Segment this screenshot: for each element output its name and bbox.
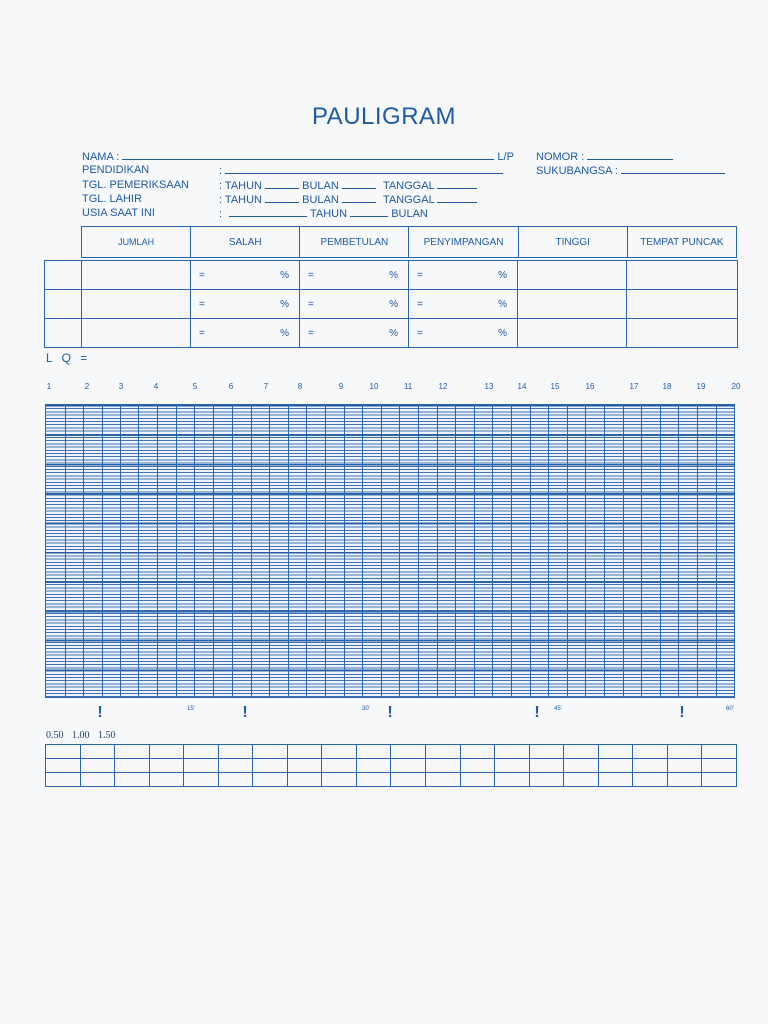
score-cell[interactable]: [322, 773, 357, 787]
score-cell[interactable]: [322, 745, 357, 759]
column-number: 6: [228, 382, 234, 391]
score-cell[interactable]: [702, 759, 737, 773]
score-cell[interactable]: [391, 773, 426, 787]
score-cell[interactable]: [564, 745, 599, 759]
score-cell[interactable]: [46, 773, 81, 787]
grid-column-line: [65, 405, 66, 697]
pendidikan-line[interactable]: [225, 163, 503, 174]
grid-column-line: [437, 405, 438, 697]
tempat-puncak-cell[interactable]: [627, 261, 738, 290]
tahun-line[interactable]: [265, 192, 299, 203]
score-cell[interactable]: [184, 745, 219, 759]
score-cell[interactable]: [80, 759, 115, 773]
column-number: 2: [84, 382, 90, 391]
score-cell[interactable]: [667, 773, 702, 787]
score-cell[interactable]: [460, 759, 495, 773]
grid-column-line: [399, 405, 400, 697]
score-cell[interactable]: [356, 773, 391, 787]
usia-label: USIA SAAT INI: [82, 207, 155, 219]
score-cell[interactable]: [287, 759, 322, 773]
score-cell[interactable]: [287, 745, 322, 759]
tanggal-line[interactable]: [437, 178, 477, 189]
bulan-line[interactable]: [342, 192, 376, 203]
sukubangsa-row: [536, 163, 725, 178]
score-cell[interactable]: [426, 745, 461, 759]
grid-column-line: [641, 405, 642, 697]
score-cell[interactable]: [149, 773, 184, 787]
column-number: 15: [550, 382, 560, 391]
pembetulan-cell[interactable]: = %: [300, 319, 409, 348]
minute-label-30: 30': [362, 706, 370, 712]
tempat-puncak-cell[interactable]: [627, 290, 738, 319]
grid-column-line: [194, 405, 195, 697]
score-cell[interactable]: [184, 759, 219, 773]
grid-column-line: [678, 405, 679, 697]
grid-column-line: [548, 405, 549, 697]
grid-column-line: [660, 405, 661, 697]
penyimpangan-cell[interactable]: = %: [409, 261, 518, 290]
score-cell[interactable]: [46, 745, 81, 759]
header-pembetulan: PEMBETULAN: [300, 227, 409, 258]
score-cell[interactable]: [391, 759, 426, 773]
sukubangsa-label: SUKUBANGSA :: [536, 165, 618, 177]
score-cell[interactable]: [218, 773, 253, 787]
grid-column-line: [213, 405, 214, 697]
grid-column-line: [344, 405, 345, 697]
grid-column-line: [381, 405, 382, 697]
score-cell[interactable]: [356, 745, 391, 759]
header-salah: SALAH: [191, 227, 300, 258]
nama-line[interactable]: [122, 149, 494, 160]
score-cell[interactable]: [426, 773, 461, 787]
column-number: 20: [731, 382, 741, 391]
header-tinggi: TINGGI: [518, 227, 627, 258]
grid-column-line: [83, 405, 84, 697]
score-cell[interactable]: [667, 745, 702, 759]
lq-label: L Q =: [46, 351, 91, 365]
nomor-line[interactable]: [587, 149, 673, 160]
grid-column-line: [232, 405, 233, 697]
summary-header-table: [81, 226, 737, 258]
grid-column-line: [474, 405, 475, 697]
table-row: [46, 773, 737, 787]
grid-column-line: [157, 405, 158, 697]
usia-values: : TAHUN BULAN: [219, 208, 428, 220]
sukubangsa-line[interactable]: [621, 163, 725, 174]
score-cell[interactable]: [529, 773, 564, 787]
bulan-line[interactable]: [342, 178, 376, 189]
table-row: [46, 759, 737, 773]
score-cell[interactable]: [598, 773, 633, 787]
nama-label: NAMA :: [82, 151, 120, 163]
tgl-lahir-values: : TAHUN BULAN TANGGAL: [219, 192, 477, 207]
marker-exclamation: !: [387, 704, 393, 721]
score-cell[interactable]: [149, 759, 184, 773]
column-number: 10: [369, 382, 379, 391]
tinggi-cell[interactable]: [518, 261, 627, 290]
tgl-pemeriksaan-label: TGL. PEMERIKSAAN: [82, 179, 189, 191]
score-cell[interactable]: [218, 759, 253, 773]
grid-column-line: [697, 405, 698, 697]
tempat-puncak-cell[interactable]: [627, 319, 738, 348]
jumlah-cell[interactable]: [82, 261, 191, 290]
score-cell[interactable]: [253, 759, 288, 773]
grid-column-line: [530, 405, 531, 697]
score-cell[interactable]: [149, 745, 184, 759]
row-index-cell[interactable]: [45, 261, 82, 290]
column-number: 8: [297, 382, 303, 391]
grid-column-line: [455, 405, 456, 697]
marker-exclamation: !: [679, 704, 685, 721]
grid-column-line: [418, 405, 419, 697]
marker-exclamation: !: [242, 704, 248, 721]
grid-column-line: [716, 405, 717, 697]
column-number: 18: [662, 382, 672, 391]
jumlah-cell[interactable]: [82, 319, 191, 348]
grid-column-line: [511, 405, 512, 697]
grid-column-line: [269, 405, 270, 697]
table-row: [46, 745, 737, 759]
salah-cell[interactable]: = %: [191, 261, 300, 290]
score-cell[interactable]: [460, 773, 495, 787]
grid-column-line: [138, 405, 139, 697]
column-number: 17: [629, 382, 639, 391]
table-row: [45, 261, 738, 290]
grid-column-line: [585, 405, 586, 697]
column-number: 12: [438, 382, 448, 391]
score-cell[interactable]: [184, 773, 219, 787]
score-cell[interactable]: [115, 759, 150, 773]
column-number: 1: [46, 382, 52, 391]
nama-row: [82, 149, 514, 164]
score-cell[interactable]: [598, 759, 633, 773]
score-cell[interactable]: [115, 745, 150, 759]
column-number: 11: [403, 382, 413, 391]
marker-exclamation: !: [97, 704, 103, 721]
pendidikan-row: [82, 163, 149, 177]
grid-column-line: [251, 405, 252, 697]
score-cell[interactable]: [253, 745, 288, 759]
tgl-lahir-label: TGL. LAHIR: [82, 193, 142, 205]
table-row: [45, 290, 738, 319]
score-cell[interactable]: [287, 773, 322, 787]
score-cell[interactable]: [702, 745, 737, 759]
column-number: 4: [153, 382, 159, 391]
nomor-label: NOMOR :: [536, 151, 585, 163]
grid-column-line: [288, 405, 289, 697]
jumlah-cell[interactable]: [82, 290, 191, 319]
score-cell[interactable]: [46, 759, 81, 773]
pembetulan-cell[interactable]: = %: [300, 261, 409, 290]
salah-cell[interactable]: = %: [191, 319, 300, 348]
grid-column-line: [362, 405, 363, 697]
score-cell[interactable]: [667, 759, 702, 773]
score-cell[interactable]: [218, 745, 253, 759]
tinggi-cell[interactable]: [518, 290, 627, 319]
score-cell[interactable]: [564, 759, 599, 773]
results-table: [44, 260, 738, 348]
pendidikan-label: PENDIDIKAN: [82, 164, 150, 176]
score-cell[interactable]: [702, 773, 737, 787]
tahun-line[interactable]: [265, 178, 299, 189]
score-cell[interactable]: [633, 773, 668, 787]
minute-label-60: 60': [726, 706, 734, 712]
table-row: [45, 319, 738, 348]
tinggi-cell[interactable]: [518, 319, 627, 348]
usia-tahun-line[interactable]: [229, 206, 307, 217]
grid-column-line: [567, 405, 568, 697]
scale-labels: 0.50 1.00 1.50: [46, 730, 116, 741]
minute-label-15: 15': [187, 706, 195, 712]
pembetulan-cell[interactable]: = %: [300, 290, 409, 319]
column-number: 19: [696, 382, 706, 391]
tanggal-line[interactable]: [437, 192, 477, 203]
lp-label: L/P: [497, 151, 514, 163]
marker-exclamation: !: [534, 704, 540, 721]
grid-column-line: [492, 405, 493, 697]
column-number: 14: [517, 382, 527, 391]
page-title: PAULIGRAM: [311, 103, 457, 130]
score-cell[interactable]: [115, 773, 150, 787]
row-index-cell[interactable]: [45, 319, 82, 348]
grid-column-line: [306, 405, 307, 697]
usia-bulan-line[interactable]: [350, 206, 388, 217]
pendidikan-colon: :: [219, 165, 223, 177]
bottom-score-grid: [45, 744, 737, 787]
column-number: 13: [484, 382, 494, 391]
score-cell[interactable]: [564, 773, 599, 787]
score-cell[interactable]: [495, 745, 530, 759]
score-cell[interactable]: [598, 745, 633, 759]
header-tempat-puncak: TEMPAT PUNCAK: [627, 227, 736, 258]
score-cell[interactable]: [495, 773, 530, 787]
score-cell[interactable]: [253, 773, 288, 787]
column-number: 9: [338, 382, 344, 391]
column-number: 3: [118, 382, 124, 391]
grid-column-line: [623, 405, 624, 697]
header-penyimpangan: PENYIMPANGAN: [409, 227, 518, 258]
score-cell[interactable]: [495, 759, 530, 773]
score-cell[interactable]: [322, 759, 357, 773]
score-cell[interactable]: [529, 759, 564, 773]
header-jumlah: JUMLAH: [82, 227, 191, 258]
pendidikan-value: [219, 163, 503, 178]
score-cell[interactable]: [529, 745, 564, 759]
salah-cell[interactable]: = %: [191, 290, 300, 319]
score-cell[interactable]: [391, 745, 426, 759]
score-cell[interactable]: [80, 773, 115, 787]
score-cell[interactable]: [356, 759, 391, 773]
score-cell[interactable]: [80, 745, 115, 759]
penyimpangan-cell[interactable]: = %: [409, 290, 518, 319]
score-cell[interactable]: [633, 759, 668, 773]
column-number: 7: [263, 382, 269, 391]
minute-label-45: 45': [554, 706, 562, 712]
score-cell[interactable]: [426, 759, 461, 773]
grid-column-line: [325, 405, 326, 697]
grid-column-line: [604, 405, 605, 697]
penyimpangan-cell[interactable]: = %: [409, 319, 518, 348]
row-index-cell[interactable]: [45, 290, 82, 319]
grid-column-line: [176, 405, 177, 697]
grid-column-line: [102, 405, 103, 697]
column-number: 16: [585, 382, 595, 391]
tgl-pemeriksaan-values: : TAHUN BULAN TANGGAL: [219, 178, 477, 193]
score-cell[interactable]: [633, 745, 668, 759]
nomor-row: [536, 149, 673, 164]
column-number: 5: [192, 382, 198, 391]
work-grid[interactable]: [45, 404, 735, 698]
score-cell[interactable]: [460, 745, 495, 759]
grid-column-line: [120, 405, 121, 697]
